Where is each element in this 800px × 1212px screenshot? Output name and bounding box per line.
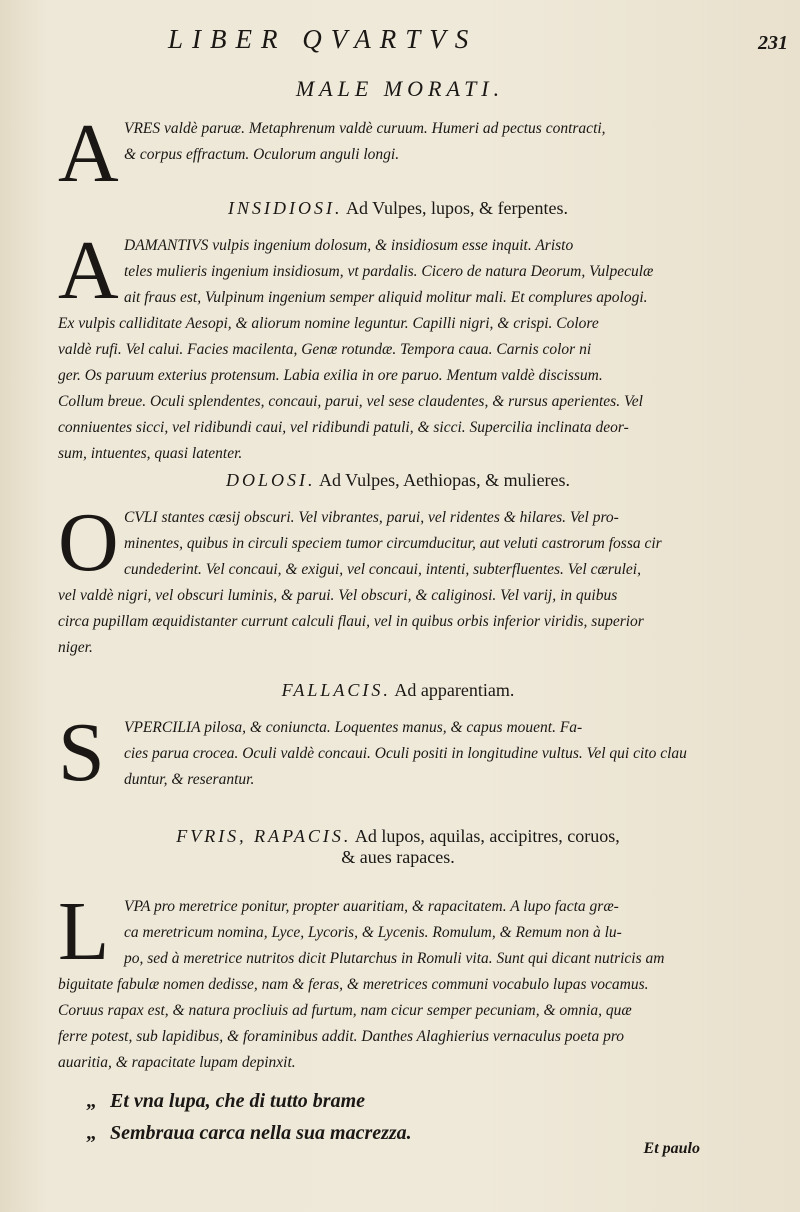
verse-line	[86, 1117, 686, 1149]
drop-cap: O	[58, 496, 119, 589]
drop-cap: A	[58, 107, 119, 200]
text-line: VRES valdè paruæ. Metaphrenum valdè curuum. Humeri ad pectus contracti,	[124, 120, 606, 137]
paragraph	[58, 706, 738, 799]
text-line: po, sed à meretrice nutritos dicit Plutarchus in Romuli vita. Sunt qui dicant nutricis am	[124, 950, 665, 967]
heading-latin: DOLOSI.	[225, 470, 316, 490]
text-line: circa pupillam æquidistanter currunt calculi flaui, vel in quibus orbis inferior viridis, superior	[58, 613, 644, 630]
text-line: CVLI stantes cæsij obscuri. Vel vibrantes, parui, vel ridentes & hilares. Vel pro-	[124, 509, 619, 526]
text-line: cundederint. Vel concaui, & exigui, vel concaui, intenti, subterfluentes. Vel cærulei,	[124, 561, 641, 578]
quote-mark: „	[86, 1090, 96, 1112]
text-line: cies parua crocea. Oculi valdè concaui. Oculi positi in longitudine vultus. Vel qui cito clau	[124, 745, 687, 762]
text-line: ait fraus est, Vulpinum ingenium semper aliquid molitur mali. Et complures apologi.	[124, 289, 648, 306]
section-dolosi	[58, 470, 738, 661]
heading-line-2: & aues rapaces.	[341, 847, 455, 867]
section-heading	[58, 198, 738, 219]
text-line: conniuentes sicci, vel ridibundi caui, vel ridibundi patuli, & sicci. Supercilia inclinata deor-	[58, 419, 629, 436]
heading-rest: Ad Vulpes, Aethiopas, & mulieres.	[318, 470, 571, 490]
heading-rest: Ad Vulpes, lupos, & ferpentes.	[345, 198, 569, 218]
catchword: Et paulo	[643, 1140, 700, 1157]
heading-latin: FVRIS, RAPACIS.	[176, 826, 352, 846]
section-heading	[58, 826, 738, 868]
running-title: LIBER QVARTVS	[168, 24, 478, 54]
paragraph	[58, 107, 738, 200]
text-line: & corpus effractum. Oculorum anguli longi.	[124, 146, 400, 163]
drop-cap: A	[58, 224, 119, 317]
section-heading	[58, 680, 738, 701]
text-line: ferre potest, sub lapidibus, & foraminibus addit. Danthes Alaghierius vernaculus poeta pro	[58, 1028, 625, 1045]
text-line: ca meretricum nomina, Lyce, Lycoris, & Lycenis. Romulum, & Remum non à lu-	[124, 924, 622, 941]
text-line: VPERCILIA pilosa, & coniuncta. Loquentes manus, & capus mouent. Fa-	[124, 719, 583, 736]
text-line: Ex vulpis calliditate Aesopi, & aliorum nomine leguntur. Capilli nigri, & crispi. Colore	[58, 315, 599, 332]
section-heading	[58, 470, 738, 491]
heading-rest: Ad apparentiam.	[394, 680, 515, 700]
section-fallacis	[58, 680, 738, 799]
drop-cap: S	[58, 706, 105, 799]
paragraph	[58, 885, 738, 1076]
text-line: duntur, & reserantur.	[124, 771, 255, 788]
text-line: DAMANTIVS vulpis ingenium dolosum, & insidiosum esse inquit. Aristo	[124, 237, 574, 254]
drop-cap: L	[58, 885, 110, 978]
text-line: minentes, quibus in circuli speciem tumor circumducitur, aut veluti castrorum fossa cir	[124, 535, 662, 552]
page-header	[0, 24, 800, 64]
text-line: teles mulieris ingenium insidiosum, vt pardalis. Cicero de natura Deorum, Vulpeculæ	[124, 263, 654, 280]
verse-quotation	[86, 1085, 686, 1149]
section-insidiosi	[58, 198, 738, 467]
verse-text: Sembraua carca nella sua macrezza.	[110, 1122, 412, 1144]
paragraph	[58, 224, 738, 467]
text-line: biguitate fabulæ nomen dedisse, nam & feras, & meretrices communi vocabulo lupas vocamus.	[58, 976, 649, 993]
text-line: auaritia, & rapacitate lupam depinxit.	[58, 1054, 296, 1071]
verse-line	[86, 1085, 686, 1117]
heading-latin: FALLACIS.	[281, 680, 391, 700]
quote-mark: „	[86, 1122, 96, 1144]
page-number: 231	[758, 32, 788, 54]
heading-latin: INSIDIOSI.	[227, 198, 343, 218]
text-line: Coruus rapax est, & natura procliuis ad furtum, nam cicur semper pecuniam, & omnia, quæ	[58, 1002, 632, 1019]
text-line: niger.	[58, 639, 93, 656]
section-furis-rapacis	[58, 826, 738, 1076]
text-line: valdè rufi. Vel calui. Facies macilenta, Genæ rotundæ. Tempora caua. Carnis color ni	[58, 341, 592, 358]
chapter-title: MALE MORATI.	[295, 76, 505, 101]
text-line: Collum breue. Oculi splendentes, concaui, parui, vel sese claudentes, & rursus aperientes. Vel	[58, 393, 643, 410]
text-line: VPA pro meretrice ponitur, propter auaritiam, & rapacitatem. A lupo facta græ-	[124, 898, 619, 915]
text-line: ger. Os paruum exterius protensum. Labia exilia in ore paruo. Mentum valdè discissum.	[58, 367, 603, 384]
paragraph	[58, 496, 738, 661]
heading-rest: Ad lupos, aquilas, accipitres, coruos,	[354, 826, 620, 846]
text-line: vel valdè nigri, vel obscuri luminis, & parui. Vel obscuri, & caliginosi. Vel varij, in quibus	[58, 587, 618, 604]
text-line: sum, intuentes, quasi latenter.	[58, 445, 243, 462]
verse-text: Et vna lupa, che di tutto brame	[110, 1090, 366, 1112]
section-male-morati	[58, 107, 738, 200]
